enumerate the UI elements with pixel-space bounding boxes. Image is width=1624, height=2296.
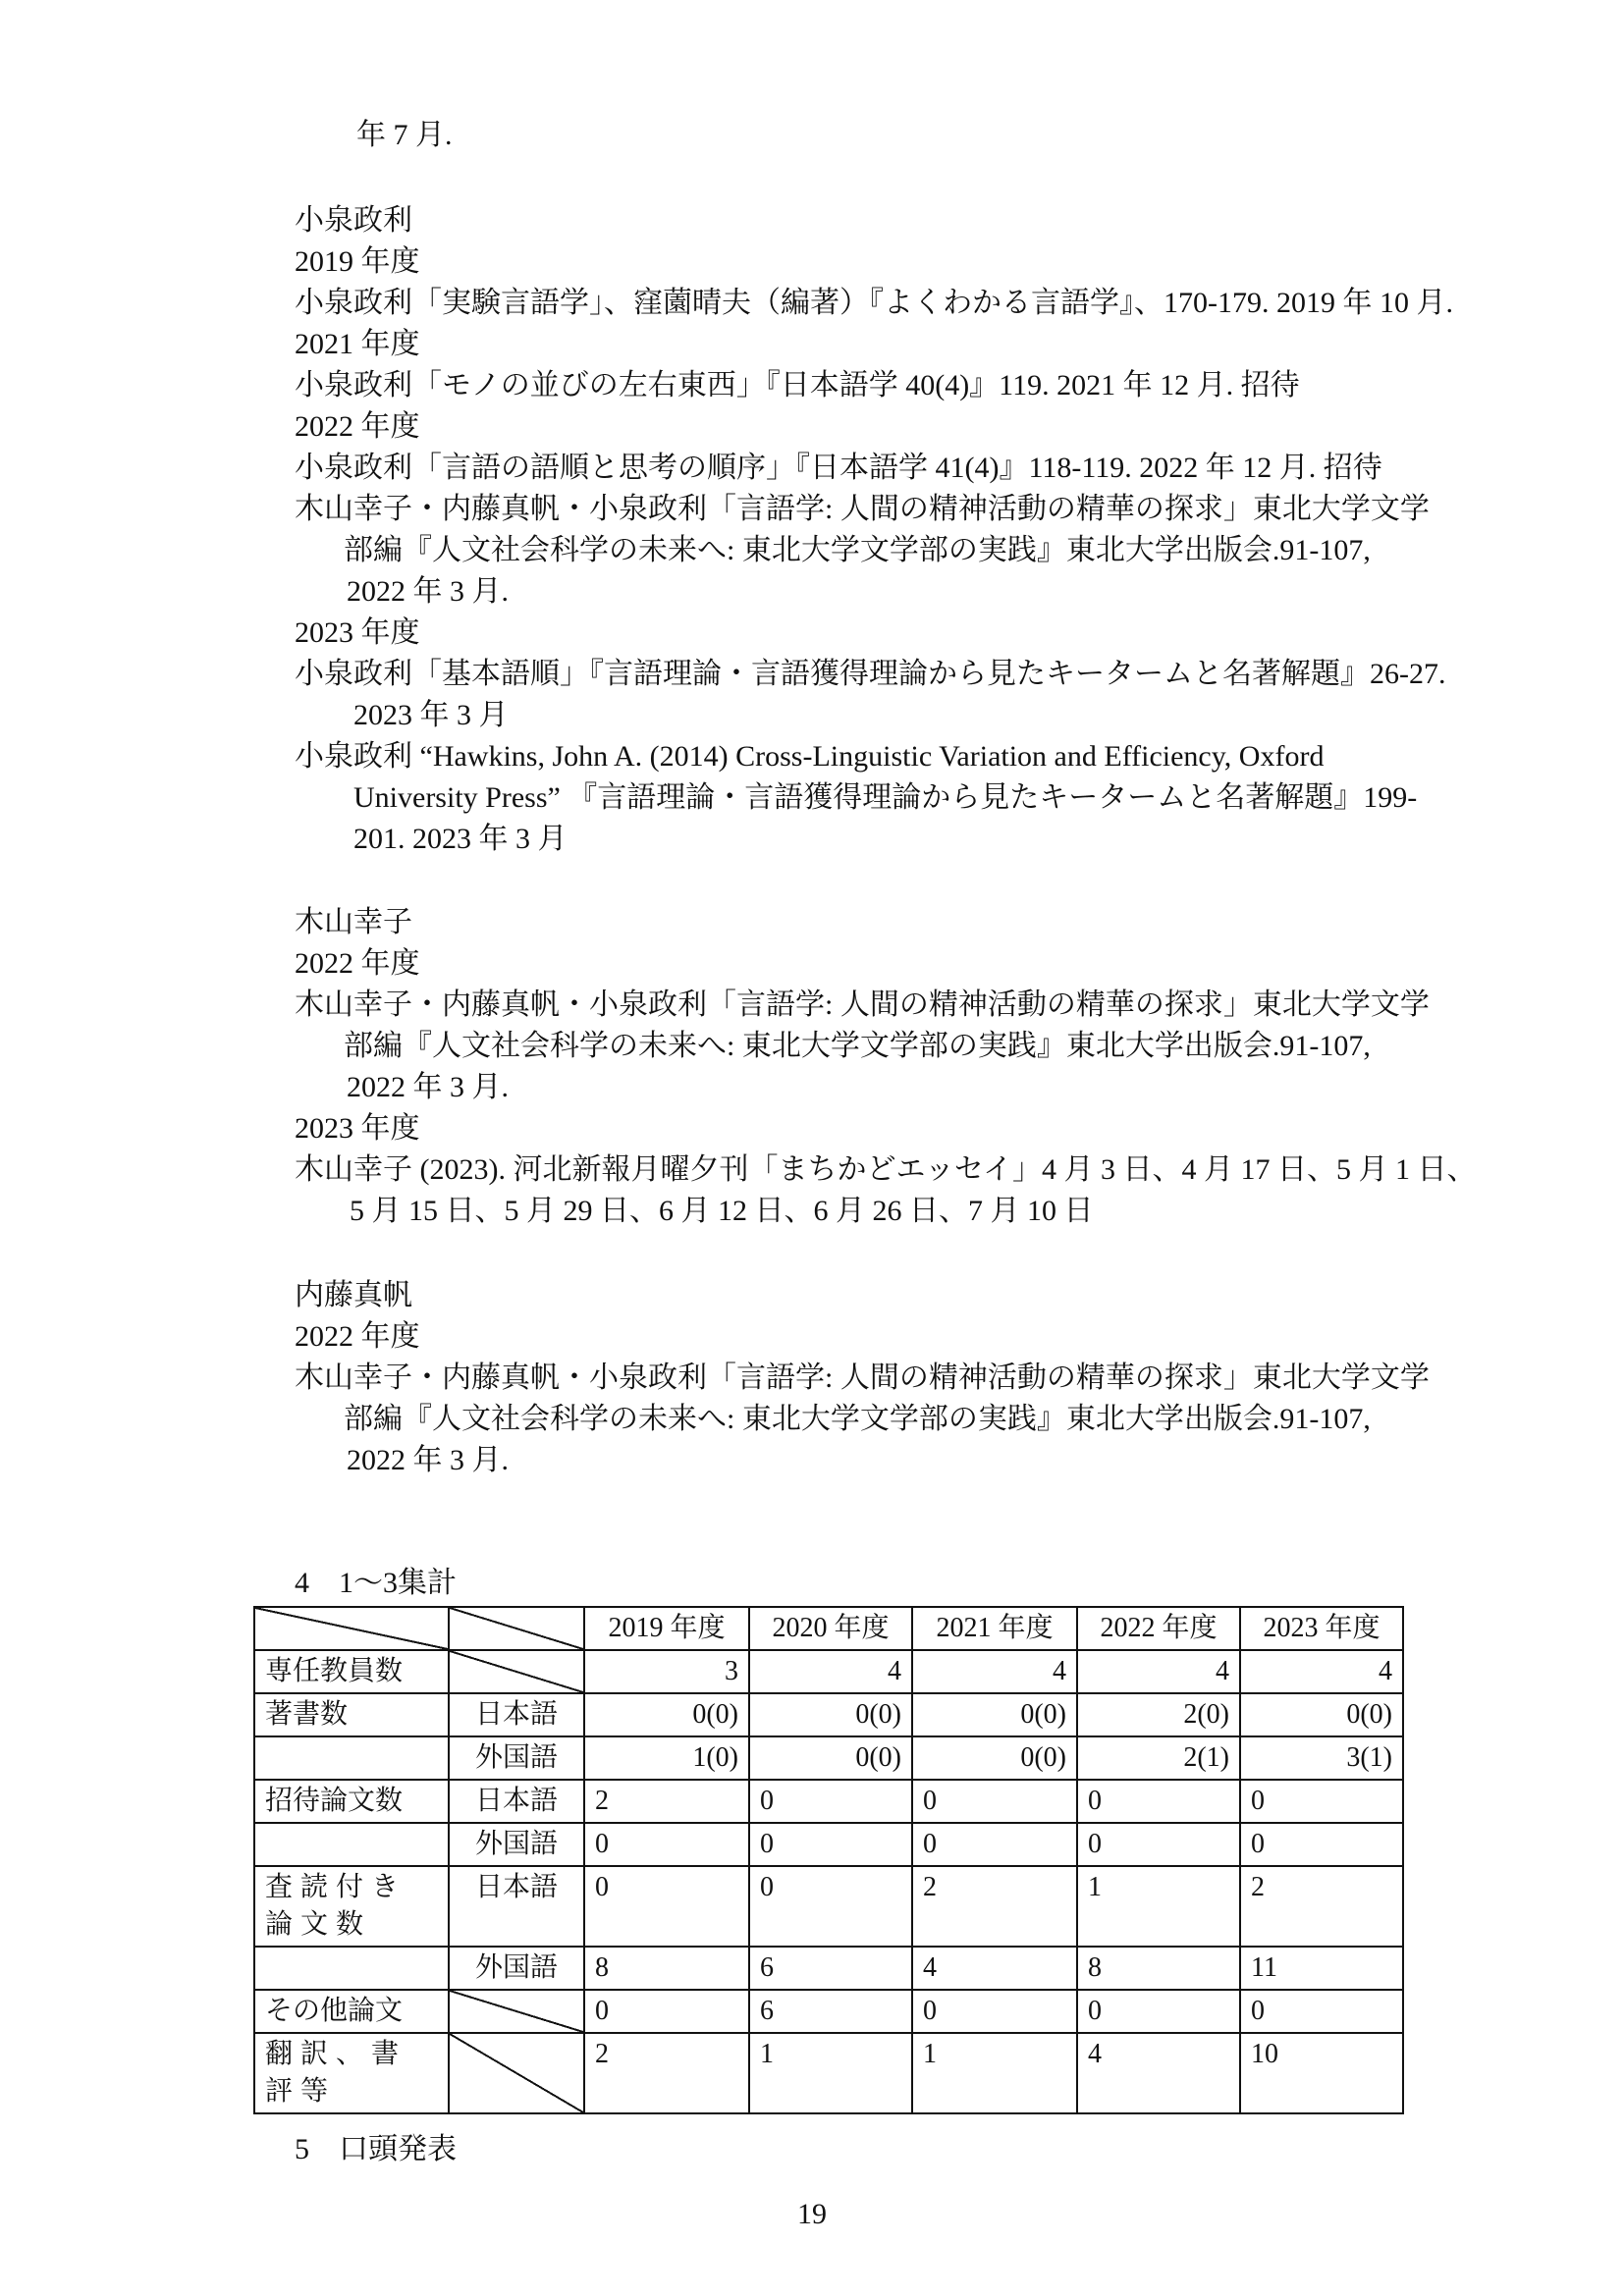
table-cell: 3 bbox=[584, 1650, 749, 1693]
table-cell: 3(1) bbox=[1240, 1736, 1403, 1780]
publication-entry: 木山幸子・内藤真帆・小泉政利「言語学: 人間の精神活動の精華の探求」東北大学文学 bbox=[295, 1362, 1430, 1394]
page-number: 19 bbox=[797, 2198, 827, 2230]
table-cell: 2(1) bbox=[1077, 1736, 1240, 1780]
publication-entry-cont: 2022 年 3 月. bbox=[347, 1444, 509, 1476]
table-cell: 0 bbox=[749, 1866, 912, 1947]
author-heading-koizumi: 小泉政利 bbox=[295, 204, 412, 237]
summary-table bbox=[253, 1606, 1404, 2114]
year-header: 2020 年度 bbox=[749, 1607, 912, 1650]
publication-entry-cont: 部編『人文社会科学の未来へ: 東北大学文学部の実践』東北大学出版会.91-107, bbox=[344, 534, 1371, 566]
table-cell: 2 bbox=[584, 1780, 749, 1823]
author-heading-naito: 内藤真帆 bbox=[295, 1279, 412, 1311]
empty-diagonal-cell bbox=[449, 2033, 584, 2113]
table-cell: 0 bbox=[584, 1823, 749, 1866]
year-header: 2022 年度 bbox=[1077, 1607, 1240, 1650]
year-heading: 2022 年度 bbox=[295, 947, 420, 980]
table-cell: 0(0) bbox=[749, 1736, 912, 1780]
table-cell: 8 bbox=[1077, 1947, 1240, 1990]
table-cell: 1(0) bbox=[584, 1736, 749, 1780]
table-cell: 0 bbox=[1240, 1990, 1403, 2033]
row-label-empty bbox=[254, 1736, 449, 1780]
year-heading: 2022 年度 bbox=[295, 410, 420, 443]
year-header: 2019 年度 bbox=[584, 1607, 749, 1650]
row-label: その他論文 bbox=[254, 1990, 449, 2033]
table-row-refereed-fo bbox=[254, 1947, 1403, 1990]
author-heading-kiyama: 木山幸子 bbox=[295, 906, 412, 938]
publication-entry-cont: 2022 年 3 月. bbox=[347, 1071, 509, 1103]
publication-entry: 小泉政利「実験言語学」、窪薗晴夫（編著）『よくわかる言語学』、170-179. 2019 年 10 月. bbox=[295, 287, 1453, 319]
table-cell: 2 bbox=[912, 1866, 1077, 1947]
table-cell: 4 bbox=[749, 1650, 912, 1693]
language-label: 日本語 bbox=[449, 1780, 584, 1823]
table-cell: 0(0) bbox=[912, 1736, 1077, 1780]
year-heading: 2023 年度 bbox=[295, 616, 420, 649]
table-row-refereed-ja bbox=[254, 1866, 1403, 1947]
publication-entry-cont: 201. 2023 年 3 月 bbox=[353, 823, 568, 855]
year-heading: 2021 年度 bbox=[295, 328, 420, 360]
table-row-invited-fo bbox=[254, 1823, 1403, 1866]
section-5-title: 5 口頭発表 bbox=[295, 2133, 457, 2165]
table-cell: 1 bbox=[912, 2033, 1077, 2113]
row-label: 招待論文数 bbox=[254, 1780, 449, 1823]
publication-entry-cont: University Press” 『言語理論・言語獲得理論から見たキータームと名著解題』199- bbox=[353, 781, 1418, 814]
empty-diagonal-cell bbox=[449, 1990, 584, 2033]
empty-diagonal-cell bbox=[449, 1650, 584, 1693]
publication-entry-cont: 2022 年 3 月. bbox=[347, 575, 509, 608]
table-cell: 0 bbox=[584, 1866, 749, 1947]
table-cell: 0(0) bbox=[912, 1693, 1077, 1736]
table-cell: 2 bbox=[1240, 1866, 1403, 1947]
table-row-faculty bbox=[254, 1650, 1403, 1693]
table-cell: 6 bbox=[749, 1990, 912, 2033]
table-cell: 0 bbox=[1240, 1823, 1403, 1866]
publication-entry: 木山幸子・内藤真帆・小泉政利「言語学: 人間の精神活動の精華の探求」東北大学文学 bbox=[295, 493, 1430, 525]
row-label-empty bbox=[254, 1947, 449, 1990]
publication-entry: 木山幸子 (2023). 河北新報月曜夕刊「まちかどエッセイ」4 月 3 日、4 月 17 日、5 月 1 日、 bbox=[295, 1153, 1477, 1186]
table-cell: 0 bbox=[1077, 1780, 1240, 1823]
table-cell: 0 bbox=[584, 1990, 749, 2033]
table-row-translations bbox=[254, 2033, 1403, 2113]
language-label: 日本語 bbox=[449, 1693, 584, 1736]
row-label-empty bbox=[254, 1823, 449, 1866]
year-header: 2021 年度 bbox=[912, 1607, 1077, 1650]
row-label: 査読付き論文数 bbox=[254, 1866, 449, 1947]
table-cell: 1 bbox=[1077, 1866, 1240, 1947]
table-cell: 4 bbox=[1077, 2033, 1240, 2113]
table-cell: 0 bbox=[749, 1823, 912, 1866]
table-cell: 0 bbox=[1077, 1990, 1240, 2033]
year-heading: 2022 年度 bbox=[295, 1320, 420, 1353]
language-label: 外国語 bbox=[449, 1823, 584, 1866]
language-label: 外国語 bbox=[449, 1736, 584, 1780]
table-cell: 0 bbox=[912, 1780, 1077, 1823]
table-cell: 0 bbox=[912, 1823, 1077, 1866]
table-cell: 10 bbox=[1240, 2033, 1403, 2113]
table-cell: 11 bbox=[1240, 1947, 1403, 1990]
row-label: 専任教員数 bbox=[254, 1650, 449, 1693]
table-cell: 2(0) bbox=[1077, 1693, 1240, 1736]
language-label: 外国語 bbox=[449, 1947, 584, 1990]
row-label: 著書数 bbox=[254, 1693, 449, 1736]
header-corner-cell bbox=[254, 1607, 449, 1650]
table-cell: 0(0) bbox=[749, 1693, 912, 1736]
table-cell: 0(0) bbox=[584, 1693, 749, 1736]
header-corner-cell bbox=[449, 1607, 584, 1650]
publication-entry-cont: 2023 年 3 月 bbox=[353, 699, 509, 731]
table-cell: 4 bbox=[1077, 1650, 1240, 1693]
publication-entry: 小泉政利「言語の語順と思考の順序」『日本語学 41(4)』118-119. 2022 年 12 月. 招待 bbox=[295, 452, 1382, 484]
publication-entry: 小泉政利「基本語順」『言語理論・言語獲得理論から見たキータームと名著解題』26-27. bbox=[295, 658, 1446, 690]
year-header: 2023 年度 bbox=[1240, 1607, 1403, 1650]
table-cell: 2 bbox=[584, 2033, 749, 2113]
table-cell: 0 bbox=[912, 1990, 1077, 2033]
table-cell: 4 bbox=[912, 1947, 1077, 1990]
year-heading: 2023 年度 bbox=[295, 1112, 420, 1145]
publication-entry-cont: 部編『人文社会科学の未来へ: 東北大学文学部の実践』東北大学出版会.91-107, bbox=[344, 1403, 1371, 1435]
year-heading: 2019 年度 bbox=[295, 245, 420, 278]
row-label: 翻訳、書評等 bbox=[254, 2033, 449, 2113]
table-cell: 0 bbox=[1240, 1780, 1403, 1823]
table-cell: 1 bbox=[749, 2033, 912, 2113]
table-row-other bbox=[254, 1990, 1403, 2033]
table-row-books-ja bbox=[254, 1693, 1403, 1736]
table-cell: 6 bbox=[749, 1947, 912, 1990]
section-4-title: 4 1～3集計 bbox=[295, 1567, 457, 1599]
table-cell: 0 bbox=[749, 1780, 912, 1823]
table-cell: 4 bbox=[1240, 1650, 1403, 1693]
language-label: 日本語 bbox=[449, 1866, 584, 1947]
continued-date: 年 7 月. bbox=[356, 119, 453, 151]
table-cell: 4 bbox=[912, 1650, 1077, 1693]
publication-entry: 木山幸子・内藤真帆・小泉政利「言語学: 人間の精神活動の精華の探求」東北大学文学 bbox=[295, 988, 1430, 1021]
table-cell: 0(0) bbox=[1240, 1693, 1403, 1736]
table-header-row bbox=[254, 1607, 1403, 1650]
table-cell: 0 bbox=[1077, 1823, 1240, 1866]
publication-entry: 小泉政利 “Hawkins, John A. (2014) Cross-Linguistic Variation and Efficiency, Oxford bbox=[295, 740, 1325, 773]
publication-entry-cont: 部編『人文社会科学の未来へ: 東北大学文学部の実践』東北大学出版会.91-107, bbox=[344, 1030, 1371, 1062]
table-row-invited-ja bbox=[254, 1780, 1403, 1823]
table-cell: 8 bbox=[584, 1947, 749, 1990]
table-row-books-fo bbox=[254, 1736, 1403, 1780]
publication-entry-cont: 5 月 15 日、5 月 29 日、6 月 12 日、6 月 26 日、7 月 10 日 bbox=[350, 1195, 1094, 1227]
publication-entry: 小泉政利「モノの並びの左右東西」『日本語学 40(4)』119. 2021 年 12 月. 招待 bbox=[295, 369, 1300, 401]
